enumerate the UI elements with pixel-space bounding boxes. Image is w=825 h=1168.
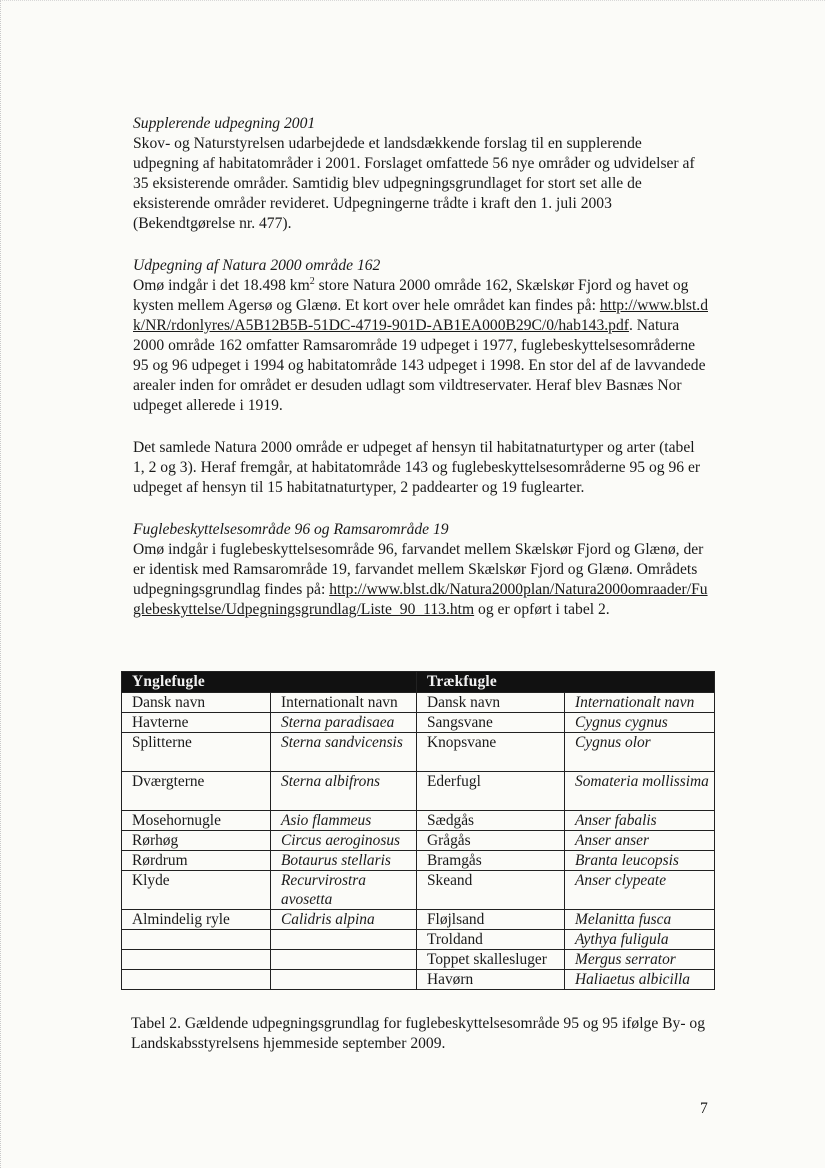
table-row (122, 733, 715, 772)
table-row (122, 831, 715, 851)
table-cell: Aythya fuligula (565, 930, 715, 950)
table-cell: Havterne (122, 713, 271, 733)
table-group-row (122, 672, 715, 693)
table-cell: Haliaetus albicilla (565, 970, 715, 990)
table-cell: Calidris alpina (271, 910, 417, 930)
section-paragraph (133, 276, 708, 416)
table-cell: Botaurus stellaris (271, 851, 417, 871)
table-cell: Almindelig ryle (122, 910, 271, 930)
table-cell: Asio flammeus (271, 811, 417, 831)
column-header: Internationalt navn (271, 693, 417, 713)
table-cell: Sterna paradisaea (271, 713, 417, 733)
section-fuglebeskyttelsesomraade (133, 520, 708, 620)
table-cell: Circus aeroginosus (271, 831, 417, 851)
table-row (122, 851, 715, 871)
map-pdf-link[interactable]: http://www.blst.dk/NR/rdonlyres/A5B12B5B-51DC-4719-901D-AB1EA000B29C/0/hab143.pdf (133, 297, 708, 334)
column-header: Dansk navn (122, 693, 271, 713)
table-cell: Mosehornugle (122, 811, 271, 831)
table-cell (122, 950, 271, 970)
table-cell: Knopsvane (417, 733, 565, 772)
table-cell (122, 970, 271, 990)
table-cell: Klyde (122, 871, 271, 910)
table-row (122, 713, 715, 733)
table-cell: Mergus serrator (565, 950, 715, 970)
section-heading: Fuglebeskyttelsesområde 96 og Ramsarområde 19 (133, 521, 449, 538)
table-cell (122, 930, 271, 950)
table-cell: Ederfugl (417, 772, 565, 811)
section-samlede-omraade (133, 438, 708, 498)
bird-table (121, 671, 715, 990)
table-caption: Tabel 2. Gældende udpegningsgrundlag for fuglebeskyttelsesområde 95 og 95 ifølge By- og Landskabsstyrelsens hjemmeside september 2009. (131, 1015, 706, 1052)
table-cell: Anser fabalis (565, 811, 715, 831)
paragraph-text: . Natura 2000 område 162 omfatter Ramsarområde 19 udpeget i 1977, fuglebeskyttelsesområderne 95 og 96 udpeget i 1994 og habitatområde 143 udpeget i 1998. En stor del af de lavvandede arealer inden for området er desuden udlagt som vildtreservater. Heraf blev Basnæs Nor udpeget allerede i 1919. (133, 317, 706, 414)
paragraph-text: store Natura 2000 område 162, Skælskør Fjord og havet og kysten mellem Agersø og Glænø. Et kort over hele området kan findes på: (133, 277, 689, 314)
group-header-ynglefugle: Ynglefugle (122, 672, 417, 693)
table-cell: Rørdrum (122, 851, 271, 871)
table-cell: Cygnus cygnus (565, 713, 715, 733)
table-cell: Anser clypeate (565, 871, 715, 910)
section-supplerende-udpegning (133, 114, 708, 234)
section-paragraph: Det samlede Natura 2000 område er udpeget af hensyn til habitatnaturtyper og arter (tabel 1, 2 og 3). Heraf fremgår, at habitatområde 143 og fuglebeskyttelsesområderne 95 og 96 er udpeget af hensyn til 15 habitatnaturtyper, 2 paddearter og 19 fuglearter. (133, 439, 701, 496)
table-cell: Troldand (417, 930, 565, 950)
table-row (122, 910, 715, 930)
table-cell: Melanitta fusca (565, 910, 715, 930)
section-natura-2000-omraade (133, 256, 708, 416)
table-row (122, 871, 715, 910)
section-paragraph (133, 540, 708, 620)
table-cell: Grågås (417, 831, 565, 851)
table-cell: Sterna sandvicensis (271, 733, 417, 772)
table-cell: Toppet skallesluger (417, 950, 565, 970)
table-cell: Cygnus olor (565, 733, 715, 772)
table-cell: Anser anser (565, 831, 715, 851)
table-cell: Rørhøg (122, 831, 271, 851)
table-row (122, 970, 715, 990)
group-header-traekfugle: Trækfugle (417, 672, 715, 693)
table-row (122, 811, 715, 831)
bird-table-container (121, 671, 714, 990)
section-paragraph: Skov- og Naturstyrelsen udarbejdede et landsdækkende forslag til en supplerende udpegning af habitatområder i 2001. Forslaget omfattede 56 nye områder og udvidelser af 35 eksisterende områder. Samtidig blev udpegningsgrundlaget for stort set alle de eksisterende områder revideret. Udpegningerne trådte i kraft den 1. juli 2003 (Bekendtgørelse nr. 477). (133, 135, 695, 232)
document-body (133, 114, 708, 642)
table-cell: Splitterne (122, 733, 271, 772)
section-heading: Udpegning af Natura 2000 område 162 (133, 257, 381, 274)
table-cell (271, 930, 417, 950)
section-heading: Supplerende udpegning 2001 (133, 115, 316, 132)
udpegningsgrundlag-link[interactable]: http://www.blst.dk/Natura2000plan/Natura2000omraader/Fuglebeskyttelse/Udpegningsgrundlag/Liste_90_113.htm (133, 581, 708, 618)
page-number: 7 (700, 1100, 708, 1117)
table-cell: Branta leucopsis (565, 851, 715, 871)
table-cell: Havørn (417, 970, 565, 990)
column-header: Internationalt navn (565, 693, 715, 713)
superscript: 2 (309, 275, 315, 287)
table-row (122, 772, 715, 811)
table-cell: Somateria mollissima (565, 772, 715, 811)
table-cell: Dværgterne (122, 772, 271, 811)
table-cell: Sterna albifrons (271, 772, 417, 811)
paragraph-text: og er opført i tabel 2. (474, 601, 610, 618)
table-cell: Skeand (417, 871, 565, 910)
table-row (122, 930, 715, 950)
table-cell: Recurvirostra avosetta (271, 871, 417, 910)
table-cell (271, 970, 417, 990)
table-header-row (122, 693, 715, 713)
table-cell: Fløjlsand (417, 910, 565, 930)
paragraph-text: Omø indgår i fuglebeskyttelsesområde 96, farvandet mellem Skælskør Fjord og Glænø, der er identisk med Ramsarområde 19, farvandet mellem Skælskør Fjord og Glænø. Områdets udpegningsgrundlag findes på: (133, 541, 704, 598)
table-cell: Bramgås (417, 851, 565, 871)
table-cell: Sangsvane (417, 713, 565, 733)
column-header: Dansk navn (417, 693, 565, 713)
table-cell: Sædgås (417, 811, 565, 831)
table-row (122, 950, 715, 970)
paragraph-text: Omø indgår i det 18.498 km (133, 277, 310, 294)
table-cell (271, 950, 417, 970)
